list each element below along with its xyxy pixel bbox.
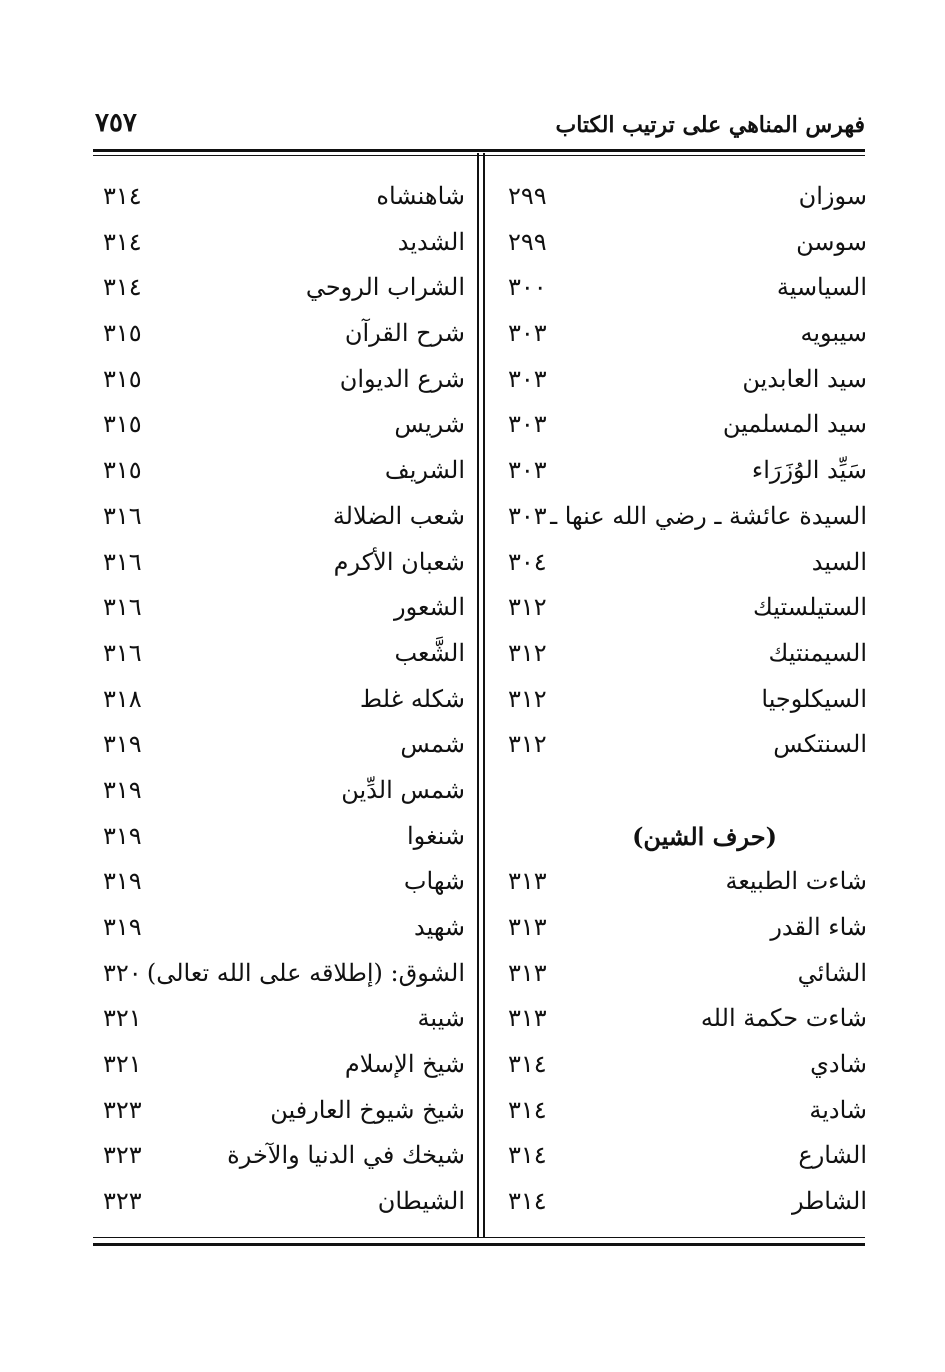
index-entry (492, 681, 867, 727)
index-page-ref: ٣١٣ (508, 913, 547, 941)
index-entry (492, 1092, 867, 1138)
index-page-ref: ٣١٤ (508, 1050, 547, 1079)
column-divider-left-line (477, 153, 479, 1238)
index-page-ref: ٣١٤ (103, 273, 142, 302)
index-entry (93, 1092, 465, 1138)
index-entry (492, 863, 867, 909)
index-page-ref: ٣٢٣ (103, 1187, 142, 1216)
index-entry (492, 1000, 867, 1046)
index-term: شادية (809, 1095, 867, 1124)
index-page-ref: ٣١٥ (103, 456, 142, 485)
index-term: شمس الدِّين (341, 775, 465, 804)
index-term: سوزان (798, 182, 867, 210)
index-term: السيدة عائشة ـ رضي الله عنها ـ (550, 501, 867, 530)
section-heading (492, 818, 867, 864)
index-entry (492, 406, 867, 452)
index-term: شيخ شيوخ العارفين (270, 1095, 465, 1124)
index-entry (492, 635, 867, 681)
index-term: السنتكس (773, 730, 867, 759)
header-rule-thick (93, 149, 865, 152)
index-term: شاءت حكمة الله (700, 1004, 867, 1033)
index-page-ref: ٣٢١ (103, 1004, 142, 1033)
index-entry (93, 681, 465, 727)
index-term: شكله غلط (359, 684, 465, 713)
index-term: الشوق: (إطلاقه على الله تعالى) (146, 958, 465, 987)
index-entry (93, 452, 465, 498)
index-page-ref: ٣١٥ (103, 364, 142, 393)
index-page-ref: ٣١٢ (508, 684, 547, 713)
index-term: شهاب (403, 867, 465, 896)
index-page-ref: ٣١٦ (103, 593, 142, 622)
index-term: شهيد (413, 913, 465, 941)
index-column-left (93, 178, 465, 1229)
index-term: شريس (394, 410, 465, 439)
index-entry (492, 361, 867, 407)
index-term: الشديد (397, 227, 465, 256)
index-term: السيكلوجيا (761, 684, 867, 713)
index-entry (93, 955, 465, 1001)
index-page-ref: ٣١٥ (103, 410, 142, 439)
index-page-ref: ٣١٨ (103, 684, 142, 713)
index-term: شعبان الأكرم (333, 547, 465, 576)
index-term: شنغوا (407, 821, 465, 850)
index-page-ref: ٣٠٣ (508, 501, 547, 530)
index-page-ref: ٣٢٣ (103, 1141, 142, 1170)
index-entry (93, 818, 465, 864)
index-entry (492, 726, 867, 772)
index-entry (93, 178, 465, 224)
index-entry (492, 269, 867, 315)
index-term: (حرف الشين) (632, 821, 777, 851)
index-term: سيد العابدين (742, 364, 867, 393)
index-entry (492, 224, 867, 270)
index-entry (93, 498, 465, 544)
index-page-ref: ٣١٦ (103, 638, 142, 667)
index-term: السيد (811, 547, 867, 576)
index-entry (93, 224, 465, 270)
index-entry (93, 361, 465, 407)
index-page-ref: ٣١٩ (103, 730, 142, 759)
index-entry (492, 452, 867, 498)
index-page-ref: ٣٠٣ (508, 410, 547, 439)
index-entry (93, 1137, 465, 1183)
index-entry (492, 909, 867, 955)
index-page-ref: ٣٢٠ (103, 958, 142, 987)
index-entry (93, 269, 465, 315)
index-column-right (492, 178, 867, 1229)
index-entry (492, 315, 867, 361)
index-page-ref: ٣٠٠ (508, 273, 547, 302)
index-term: الستيلستيك (753, 593, 867, 622)
index-page-ref: ٢٩٩ (508, 227, 547, 256)
index-page-ref: ٣١٢ (508, 638, 547, 667)
index-term: شيخ الإسلام (344, 1050, 465, 1079)
index-entry (93, 1000, 465, 1046)
index-page-ref: ٣١٣ (508, 867, 547, 896)
index-entry (93, 406, 465, 452)
index-page-ref: ٣٠٣ (508, 364, 547, 393)
index-term: شاء القدر (770, 913, 867, 941)
index-page-ref: ٣١٦ (103, 547, 142, 576)
index-page-ref: ٣١٣ (508, 958, 547, 987)
index-entry (93, 589, 465, 635)
index-term: سوسن (796, 227, 867, 256)
index-term: الشَّعب (394, 638, 465, 667)
index-page-ref: ٣١٩ (103, 867, 142, 896)
index-page-ref: ٣١٢ (508, 593, 547, 622)
index-term: سيد المسلمين (722, 410, 867, 439)
index-page-ref: ٣١٦ (103, 501, 142, 530)
index-entry (492, 589, 867, 635)
index-page-ref: ٣١٤ (508, 1141, 547, 1170)
index-entry (93, 1183, 465, 1229)
index-page-ref: ٣١٢ (508, 730, 547, 759)
index-term: الشارع (798, 1141, 867, 1170)
index-term: سيبويه (800, 319, 867, 348)
index-page-ref: ٣١٤ (508, 1095, 547, 1124)
index-entry (93, 772, 465, 818)
footer-rule-thin (93, 1237, 865, 1238)
footer-rule-thick (93, 1243, 865, 1246)
index-page-ref: ٣٢٣ (103, 1095, 142, 1124)
index-term: الشريف (384, 456, 465, 485)
index-page-ref: ٣١٤ (103, 182, 142, 210)
index-page-ref: ٣١٩ (103, 775, 142, 804)
index-term: سَيِّد الوُزَرَاء (751, 456, 867, 485)
index-term: شرع الديوان (339, 364, 465, 393)
index-page-ref: ٣١٩ (103, 913, 142, 941)
index-page-ref: ٢٩٩ (508, 182, 547, 210)
index-entry (492, 498, 867, 544)
index-entry (492, 772, 867, 818)
index-term: الشعور (394, 593, 465, 622)
index-term: الشائي (797, 958, 867, 987)
index-entry (492, 544, 867, 590)
index-term: الشاطر (791, 1187, 867, 1216)
index-page-ref: ٣١٥ (103, 319, 142, 348)
index-entry (492, 178, 867, 224)
index-page-ref: ٣٠٣ (508, 319, 547, 348)
index-term: شاهنشاه (376, 182, 465, 210)
index-entry (93, 635, 465, 681)
index-term: شعب الضلالة (332, 501, 465, 530)
index-entry (93, 726, 465, 772)
page-number: ٧٥٧ (95, 108, 137, 138)
index-term: السياسية (776, 273, 867, 302)
index-entry (492, 1046, 867, 1092)
running-header-title: فهرس المناهي على ترتيب الكتاب (555, 112, 865, 138)
header-rule-thin (93, 155, 865, 156)
index-entry (93, 909, 465, 955)
index-term: الشراب الروحي (305, 273, 465, 302)
index-term: شيخك في الدنيا والآخرة (227, 1141, 465, 1170)
index-page-ref: ٣١٤ (508, 1187, 547, 1216)
index-page-ref: ٣٠٣ (508, 456, 547, 485)
index-term: شادي (810, 1050, 867, 1079)
index-page-ref: ٣٠٤ (508, 547, 547, 576)
index-term: السيمنتيك (768, 638, 867, 667)
index-page-ref: ٣١٣ (508, 1004, 547, 1033)
index-term: شاءت الطبيعة (725, 867, 867, 896)
index-page-ref: ٣١٩ (103, 821, 142, 850)
index-entry (492, 1137, 867, 1183)
index-entry (93, 315, 465, 361)
index-entry (492, 955, 867, 1001)
index-entry (93, 863, 465, 909)
index-entry (492, 1183, 867, 1229)
index-term: الشيطان (377, 1187, 465, 1216)
index-page-ref: ٣١٤ (103, 227, 142, 256)
index-term: شمس (400, 730, 465, 759)
index-entry (93, 1046, 465, 1092)
index-page-ref: ٣٢١ (103, 1050, 142, 1079)
index-term: شرح القرآن (344, 319, 465, 348)
index-entry (93, 544, 465, 590)
column-divider-right-line (483, 153, 485, 1238)
index-term: شيبة (417, 1004, 465, 1033)
